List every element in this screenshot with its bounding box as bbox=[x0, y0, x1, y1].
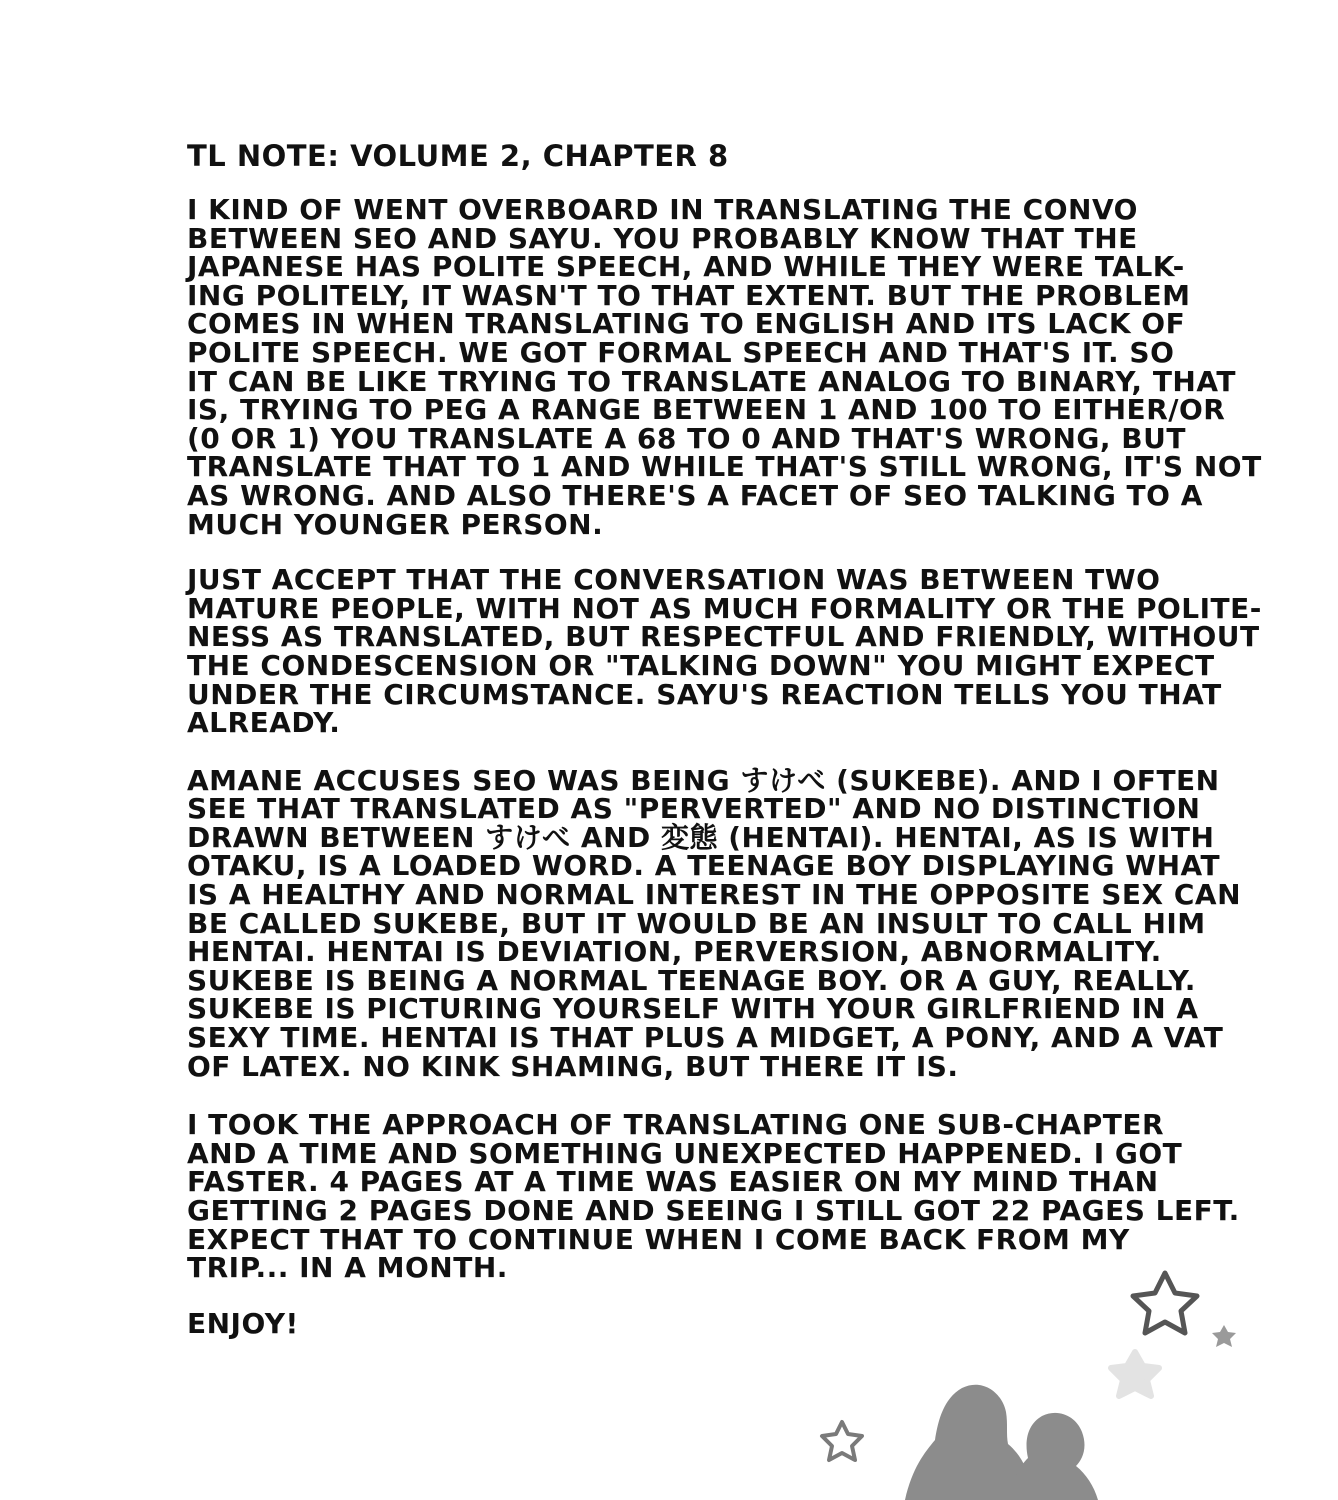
paragraph-line: POLITE SPEECH. WE GOT FORMAL SPEECH AND THAT'S IT. SO bbox=[187, 335, 1175, 369]
paragraph-4 bbox=[187, 1108, 1247, 1285]
paragraph-line: COMES IN WHEN TRANSLATING TO ENGLISH AND ITS LACK OF bbox=[187, 307, 1186, 341]
paragraph-line: ALREADY. bbox=[187, 706, 341, 740]
paragraph-line: OTAKU, IS A LOADED WORD. A TEENAGE BOY DISPLAYING WHAT bbox=[187, 849, 1221, 883]
tl-note-page bbox=[187, 139, 1262, 1340]
paragraph-line: UNDER THE CIRCUMSTANCE. SAYU'S REACTION TELLS YOU THAT bbox=[187, 677, 1222, 711]
outline-star-icon bbox=[822, 1422, 862, 1460]
paragraph-line: I KIND OF WENT OVERBOARD IN TRANSLATING THE CONVO bbox=[187, 193, 1138, 226]
paragraph-line: DRAWN BETWEEN すけべ AND 変態 (HENTAI). HENTAI, AS IS WITH bbox=[187, 820, 1215, 854]
paragraph-line: EXPECT THAT TO CONTINUE WHEN I COME BACK FROM MY bbox=[187, 1222, 1130, 1256]
paragraph-line: THE CONDESCENSION OR "TALKING DOWN" YOU MIGHT EXPECT bbox=[187, 648, 1215, 682]
paragraph-line: JAPANESE HAS POLITE SPEECH, AND WHILE THEY WERE TALK- bbox=[187, 250, 1185, 284]
character-silhouette bbox=[905, 1385, 1098, 1500]
paragraph-line: IT CAN BE LIKE TRYING TO TRANSLATE ANALOG TO BINARY, THAT bbox=[187, 364, 1236, 398]
paragraph-line: SEXY TIME. HENTAI IS THAT PLUS A MIDGET, A PONY, AND A VAT bbox=[187, 1021, 1224, 1055]
paragraph-line: ENJOY! bbox=[187, 1306, 299, 1340]
paragraph-line: AMANE ACCUSES SEO WAS BEING すけべ (SUKEBE). AND I OFTEN bbox=[187, 763, 1220, 797]
paragraph-line: AND A TIME AND SOMETHING UNEXPECTED HAPPENED. I GOT bbox=[187, 1136, 1183, 1170]
paragraph-line: NESS AS TRANSLATED, BUT RESPECTFUL AND FRIENDLY, WITHOUT bbox=[187, 620, 1260, 654]
paragraph-line: SUKEBE IS PICTURING YOURSELF WITH YOUR GIRLFRIEND IN A bbox=[187, 992, 1199, 1026]
paragraph-line: SEE THAT TRANSLATED AS "PERVERTED" AND NO DISTINCTION bbox=[187, 792, 1201, 826]
paragraph-line: JUST ACCEPT THAT THE CONVERSATION WAS BETWEEN TWO bbox=[187, 563, 1161, 597]
paragraph-line: (0 OR 1) YOU TRANSLATE A 68 TO 0 AND THAT'S WRONG, BUT bbox=[187, 421, 1186, 455]
paragraph-line: TRIP... IN A MONTH. bbox=[187, 1251, 508, 1285]
paragraph-line: FASTER. 4 PAGES AT A TIME WAS EASIER ON MY MIND THAN bbox=[187, 1165, 1159, 1199]
paragraph-line: ING POLITELY, IT WASN'T TO THAT EXTENT. BUT THE PROBLEM bbox=[187, 278, 1191, 312]
paragraph-5 bbox=[187, 1306, 1247, 1340]
paragraph-line: BETWEEN SEO AND SAYU. YOU PROBABLY KNOW THAT THE bbox=[187, 221, 1138, 255]
paragraph-line: HENTAI. HENTAI IS DEVIATION, PERVERSION, ABNORMALITY. bbox=[187, 935, 1162, 969]
paragraph-line: MUCH YOUNGER PERSON. bbox=[187, 507, 604, 541]
flower-star-icon bbox=[1111, 1352, 1159, 1396]
paragraph-line: SUKEBE IS BEING A NORMAL TEENAGE BOY. OR A GUY, REALLY. bbox=[187, 963, 1196, 997]
paragraph-line: IS, TRYING TO PEG A RANGE BETWEEN 1 AND 100 TO EITHER/OR bbox=[187, 393, 1226, 427]
paragraph-line: MATURE PEOPLE, WITH NOT AS MUCH FORMALITY OR THE POLITE- bbox=[187, 591, 1262, 625]
paragraph-line: IS A HEALTHY AND NORMAL INTEREST IN THE OPPOSITE SEX CAN bbox=[187, 878, 1242, 912]
paragraph-3 bbox=[187, 763, 1247, 1083]
paragraph-2 bbox=[187, 563, 1262, 740]
paragraph-line: I TOOK THE APPROACH OF TRANSLATING ONE SUB-CHAPTER bbox=[187, 1108, 1165, 1142]
paragraph-line: OF LATEX. NO KINK SHAMING, BUT THERE IT IS. bbox=[187, 1049, 959, 1083]
note-title: TL NOTE: VOLUME 2, CHAPTER 8 bbox=[187, 139, 729, 173]
paragraph-1 bbox=[187, 193, 1262, 541]
paragraph-line: TRANSLATE THAT TO 1 AND WHILE THAT'S STILL WRONG, IT'S NOT bbox=[187, 450, 1262, 484]
paragraph-line: AS WRONG. AND ALSO THERE'S A FACET OF SEO TALKING TO A bbox=[187, 478, 1203, 512]
paragraph-line: GETTING 2 PAGES DONE AND SEEING I STILL GOT 22 PAGES LEFT. bbox=[187, 1194, 1240, 1227]
paragraph-line: BE CALLED SUKEBE, BUT IT WOULD BE AN INSULT TO CALL HIM bbox=[187, 906, 1206, 940]
